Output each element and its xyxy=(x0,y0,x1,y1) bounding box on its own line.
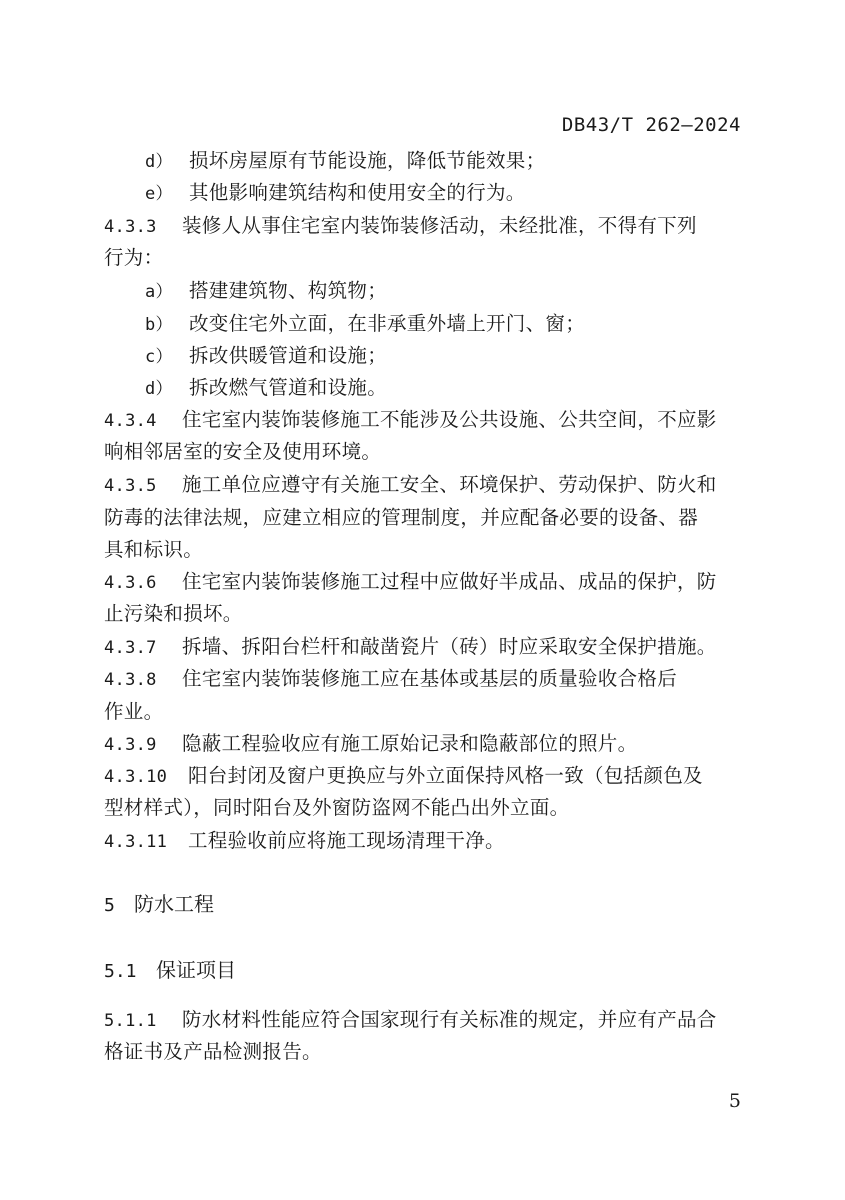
clause-5-1-1 xyxy=(104,1005,717,1036)
clause-number: 4.3.11 xyxy=(104,832,168,852)
clause-text: 隐蔽工程验收应有施工原始记录和隐蔽部位的照片。 xyxy=(182,732,638,755)
clause-text: 住宅室内装饰装修施工不能涉及公共设施、公共空间，不应影 xyxy=(182,408,717,431)
list-item-text: 其他影响建筑结构和使用安全的行为。 xyxy=(189,181,526,204)
clause-text: 行为： xyxy=(104,246,164,269)
list-item-text: 搭建建筑物、构筑物； xyxy=(189,279,388,302)
clause-number: 4.3.7 xyxy=(104,638,157,658)
clause-5-1-1-cont xyxy=(104,1037,322,1067)
list-marker: e） xyxy=(145,184,173,204)
clause-text: 住宅室内装饰装修施工应在基体或基层的质量验收合格后 xyxy=(182,667,678,690)
clause-4-3-10-cont xyxy=(104,793,569,823)
list-item xyxy=(145,309,585,340)
clause-4-3-5-cont xyxy=(104,535,203,565)
clause-number: 5.1.1 xyxy=(104,1011,157,1031)
section-heading-5 xyxy=(104,889,214,921)
clause-4-3-7 xyxy=(104,632,717,663)
clause-text: 格证书及产品检测报告。 xyxy=(104,1040,322,1063)
list-marker: c） xyxy=(145,347,173,367)
clause-4-3-9 xyxy=(104,729,637,760)
clause-text: 拆墙、拆阳台栏杆和敲凿瓷片（砖）时应采取安全保护措施。 xyxy=(182,635,717,658)
section-title: 保证项目 xyxy=(156,958,236,982)
list-item xyxy=(145,341,387,372)
section-title: 防水工程 xyxy=(134,892,214,916)
clause-4-3-3-cont xyxy=(104,243,163,273)
list-marker: d） xyxy=(145,379,173,399)
clause-4-3-5-cont xyxy=(104,503,698,533)
list-item-text: 改变住宅外立面，在非承重外墙上开门、窗； xyxy=(189,312,586,335)
list-item xyxy=(145,373,387,404)
section-number: 5.1 xyxy=(104,961,137,982)
section-heading-5-1 xyxy=(104,955,236,987)
list-item-text: 拆改燃气管道和设施。 xyxy=(189,376,388,399)
clause-text: 止污染和损坏。 xyxy=(104,602,243,625)
clause-4-3-10 xyxy=(104,761,703,792)
list-item xyxy=(145,146,545,177)
list-item-text: 拆改供暖管道和设施； xyxy=(189,344,388,367)
clause-number: 4.3.10 xyxy=(104,767,168,787)
clause-text: 防毒的法律法规，应建立相应的管理制度，并应配备必要的设备、器 xyxy=(104,506,699,529)
clause-text: 防水材料性能应符合国家现行有关标准的规定，并应有产品合 xyxy=(182,1008,717,1031)
standard-code-header: DB43/T 262—2024 xyxy=(561,114,741,136)
list-marker: b） xyxy=(145,315,173,335)
clause-4-3-6-cont xyxy=(104,599,243,629)
clause-4-3-3 xyxy=(104,211,697,242)
clause-number: 4.3.8 xyxy=(104,670,157,690)
clause-4-3-11 xyxy=(104,826,505,857)
list-marker: d） xyxy=(145,152,173,172)
section-number: 5 xyxy=(104,895,115,916)
list-item xyxy=(145,276,387,307)
list-item-text: 损坏房屋原有节能设施，降低节能效果； xyxy=(189,149,546,172)
clause-4-3-8-cont xyxy=(104,697,163,727)
list-item xyxy=(145,178,526,209)
clause-number: 4.3.4 xyxy=(104,411,157,431)
clause-4-3-4-cont xyxy=(104,437,381,467)
clause-number: 4.3.9 xyxy=(104,735,157,755)
clause-text: 工程验收前应将施工现场清理干净。 xyxy=(188,829,505,852)
clause-4-3-4 xyxy=(104,405,717,436)
clause-text: 响相邻居室的安全及使用环境。 xyxy=(104,440,382,463)
clause-text: 具和标识。 xyxy=(104,538,204,561)
clause-text: 型材样式），同时阳台及外窗防盗网不能凸出外立面。 xyxy=(104,796,570,819)
clause-number: 4.3.3 xyxy=(104,217,157,237)
page-number: 5 xyxy=(728,1090,741,1112)
clause-number: 4.3.6 xyxy=(104,573,157,593)
clause-4-3-5 xyxy=(104,470,717,501)
clause-number: 4.3.5 xyxy=(104,476,157,496)
clause-4-3-6 xyxy=(104,567,717,598)
list-marker: a） xyxy=(145,282,173,302)
clause-text: 住宅室内装饰装修施工过程中应做好半成品、成品的保护，防 xyxy=(182,570,717,593)
clause-text: 作业。 xyxy=(104,700,164,723)
clause-text: 施工单位应遵守有关施工安全、环境保护、劳动保护、防火和 xyxy=(182,473,717,496)
clause-text: 装修人从事住宅室内装饰装修活动，未经批准，不得有下列 xyxy=(182,214,697,237)
clause-text: 阳台封闭及窗户更换应与外立面保持风格一致（包括颜色及 xyxy=(188,764,703,787)
clause-4-3-8 xyxy=(104,664,677,695)
